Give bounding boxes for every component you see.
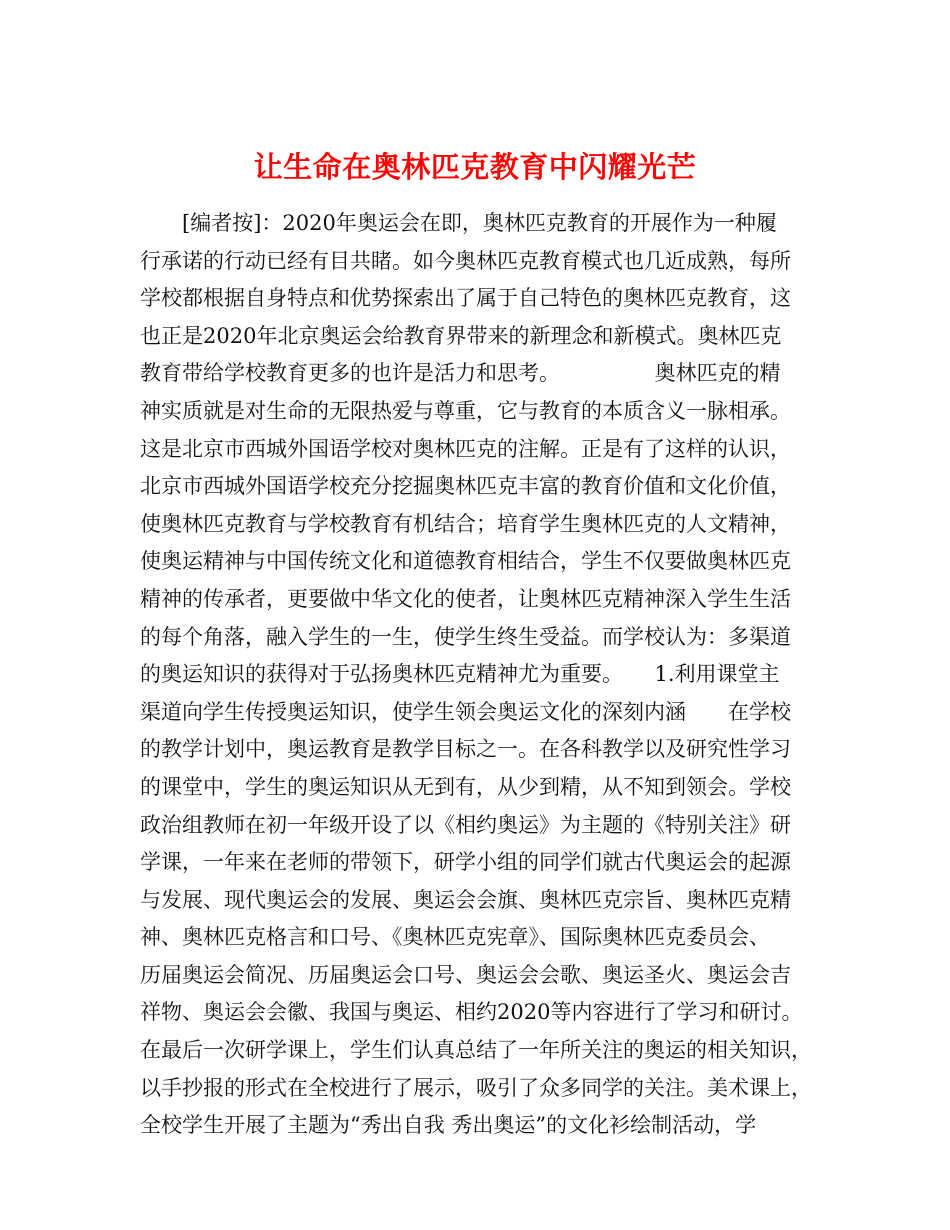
body-line: 北京市西城外国语学校充分挖掘奥林匹克丰富的教育价值和文化价值， (140, 474, 791, 499)
body-line: 神、奥林匹克格言和口号、《奥林匹克宪章》、国际奥林匹克委员会、 (140, 925, 770, 950)
body-line: 与发展、现代奥运会的发展、奥运会会旗、奥林匹克宗旨、奥林匹克精 (140, 887, 791, 912)
body-line: 精神的传承者，更要做中华文化的使者，让奥林匹克精神深入学生生活 (140, 586, 791, 611)
body-line: 学校都根据自身特点和优势探索出了属于自己特色的奥林匹克教育，这 (140, 286, 791, 311)
body-line: 的课堂中，学生的奥运知识从无到有，从少到精，从不知到领会。学校 (140, 774, 791, 799)
body-line: 也正是2020年北京奥运会给教育界带来的新理念和新模式。奥林匹克 (140, 323, 782, 348)
body-line: 行承诺的行动已经有目共睹。如今奥林匹克教育模式也几近成熟，每所 (140, 248, 791, 273)
body-line: 渠道向学生传授奥运知识，使学生领会奥运文化的深刻内涵 在学校 (140, 699, 791, 724)
body-line: 教育带给学校教育更多的也许是活力和思考。 奥林匹克的精 (140, 361, 781, 386)
body-line: 的每个角落，融入学生的一生，使学生终生受益。而学校认为：多渠道 (140, 624, 791, 649)
body-line: 这是北京市西城外国语学校对奥林匹克的注解。正是有了这样的认识， (140, 436, 791, 461)
body-line: 以手抄报的形式在全校进行了展示，吸引了众多同学的关注。美术课上， (140, 1075, 812, 1100)
body-line: 在最后一次研学课上，学生们认真总结了一年所关注的奥运的相关知识， (140, 1038, 812, 1063)
document-body (140, 205, 830, 1145)
body-line: 全校学生开展了主题为“秀出自我 秀出奥运”的文化衫绘制活动，学 (140, 1113, 757, 1138)
document-title: 让生命在奥林匹克教育中闪耀光芒 (253, 150, 697, 185)
body-line: 的奥运知识的获得对于弘扬奥林匹克精神尤为重要。 1.利用课堂主 (140, 662, 780, 687)
body-line: [编者按]：2020年奥运会在即，奥林匹克教育的开展作为一种履 (182, 211, 777, 235)
body-line: 祥物、奥运会会徽、我国与奥运、相约2020等内容进行了学习和研讨。 (140, 1000, 803, 1025)
body-line: 使奥运精神与中国传统文化和道德教育相结合，学生不仅要做奥林匹克 (140, 549, 791, 574)
body-line: 学课，一年来在老师的带领下，研学小组的同学们就古代奥运会的起源 (140, 850, 791, 875)
body-line: 使奥林匹克教育与学校教育有机结合；培育学生奥林匹克的人文精神， (140, 511, 791, 536)
body-line: 政治组教师在初一年级开设了以《相约奥运》为主题的《特别关注》研 (140, 812, 791, 837)
body-line: 的教学计划中，奥运教育是教学目标之一。在各科教学以及研究性学习 (140, 737, 791, 762)
body-line: 历届奥运会简况、历届奥运会口号、奥运会会歌、奥运圣火、奥运会吉 (140, 962, 791, 987)
body-line: 神实质就是对生命的无限热爱与尊重，它与教育的本质含义一脉相承。 (140, 398, 791, 423)
